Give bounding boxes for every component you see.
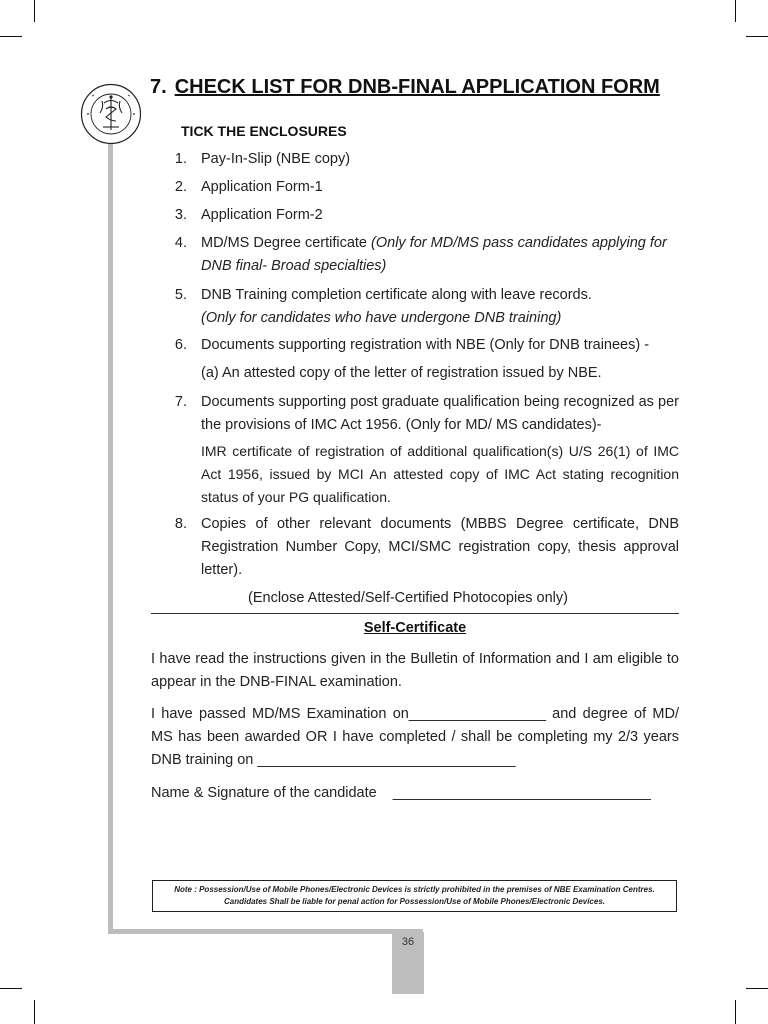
crop-mark [34, 0, 35, 22]
page-frame-bottom-bar [108, 929, 423, 934]
item-text-block [201, 284, 679, 330]
checklist-subtitle: TICK THE ENCLOSURES [181, 123, 347, 139]
item-text: Pay-In-Slip (NBE copy) [201, 151, 351, 167]
page-frame-left-bar [108, 108, 113, 934]
item-number: 3. [174, 207, 187, 223]
item-number: 4. [174, 235, 187, 251]
crop-mark [746, 988, 768, 989]
enclose-note [248, 587, 648, 610]
signature-line: Name & Signature of the candidate ________________________________ [151, 785, 651, 801]
item-text: Documents supporting registration with NBE (Only for DNB trainees) - [201, 337, 650, 353]
checklist-title: CHECK LIST FOR DNB-FINAL APPLICATION FORM [174, 76, 660, 98]
mobile-phone-note [152, 880, 677, 912]
item-note: (Only for candidates who have undergone DNB training) [201, 310, 562, 326]
crop-mark [0, 36, 22, 37]
crop-mark [34, 1000, 35, 1024]
self-certificate-paragraph: I have read the instructions given in the Bulletin of Information and I am eligible to appear in the DNB-FINAL examination. [151, 651, 679, 690]
item-text: Application Form-2 [201, 207, 323, 223]
crop-mark [746, 36, 768, 37]
crop-mark [735, 1000, 736, 1024]
item-number: 6. [174, 337, 187, 353]
note-line: Note : Possession/Use of Mobile Phones/Electronic Devices is strictly prohibited in the premises of NBE Examination Centres. [174, 885, 655, 894]
item-text: Copies of other relevant documents (MBBS Degree certificate, DNB Registration Number Copy, MCI/SMC registration copy, thesis approval letter). [201, 516, 679, 578]
item-subtext: (a) An attested copy of the letter of registration issued by NBE. [201, 365, 602, 381]
item-number: 5. [174, 287, 187, 303]
section-number: 7. [150, 76, 167, 98]
divider [151, 613, 679, 614]
page-title [150, 76, 660, 99]
nbe-seal-icon [80, 83, 142, 145]
item-note: (Only for MD/MS pass candidates applying for DNB final- Broad specialties) [201, 235, 667, 274]
item-text: Application Form-1 [201, 179, 323, 195]
item-number: 8. [174, 516, 187, 532]
item-number: 1. [174, 151, 187, 167]
item-text-block [201, 232, 679, 278]
crop-mark [735, 0, 736, 22]
page-number: 36 [401, 936, 415, 948]
item-text: MD/MS Degree certificate [201, 235, 372, 251]
item-number: 2. [174, 179, 187, 195]
self-certificate-paragraph: I have passed MD/MS Examination on_________________ and degree of MD/ MS has been awarded OR I have completed / shall be completing my 2/3 years DNB training on ________________________________ [151, 706, 679, 768]
crop-mark [0, 988, 22, 989]
item-subtext: IMR certificate of registration of additional qualification(s) U/S 26(1) of IMC Act 1956, issued by MCI An attested copy of IMC Act stating recognition status of your PG qualification. [201, 443, 679, 505]
item-text: Documents supporting post graduate qualification being recognized as per the provisions of IMC Act 1956. (Only for MD/ MS candidates)- [201, 394, 679, 433]
enclose-note-text: (Enclose Attested/Self-Certified Photocopies only) [248, 590, 568, 606]
item-text: DNB Training completion certificate along with leave records. [201, 287, 592, 303]
self-certificate-heading: Self-Certificate [363, 620, 467, 636]
item-number: 7. [174, 394, 187, 410]
note-line: Candidates Shall be liable for penal action for Possession/Use of Mobile Phones/Electronic Devices. [224, 897, 605, 906]
